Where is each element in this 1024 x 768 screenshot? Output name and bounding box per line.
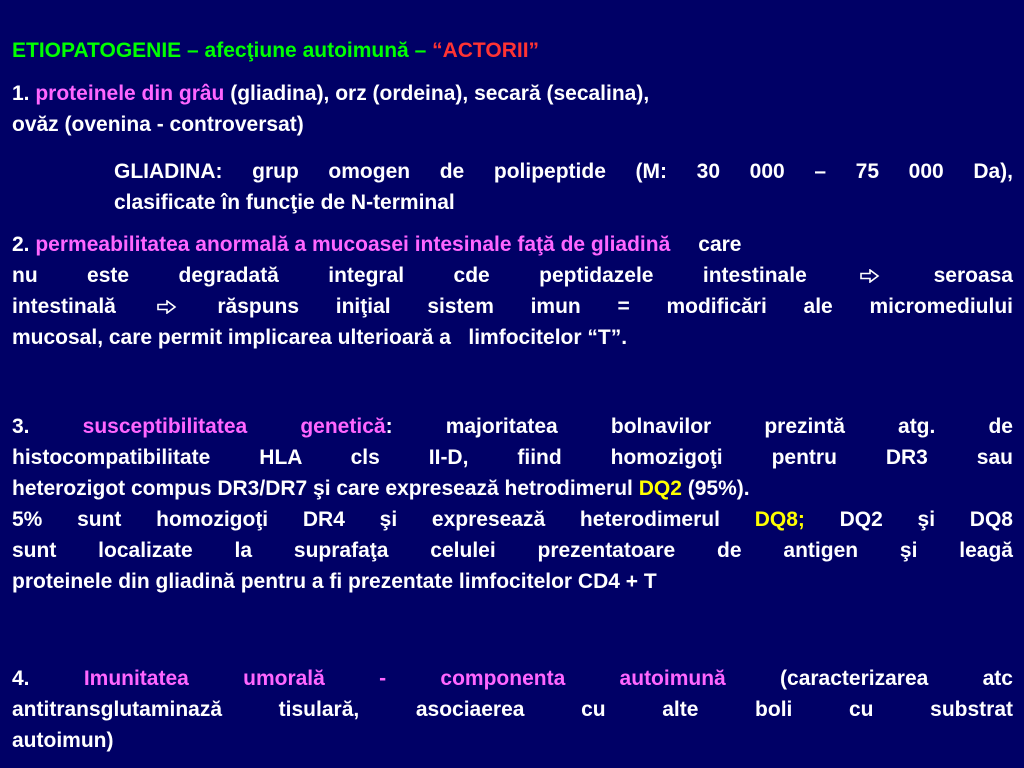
item-3-line-1 — [12, 411, 1013, 442]
item-2-line-1 — [12, 229, 1013, 260]
title-text: ETIOPATOGENIE – afecţiune autoimună – — [12, 39, 433, 62]
gliadina-line-2: clasificate în funcţie de N-terminal — [114, 191, 455, 214]
item-1-line-1-rest: (gliadina), orz (ordeina), secară (secalina), — [224, 82, 650, 105]
item-2 — [12, 229, 1013, 353]
item-2-number: 2. — [12, 233, 36, 256]
item-1 — [12, 78, 1013, 140]
item-2-line-2: nu este degradată integral cde peptidazele intestinale seroasa — [12, 264, 1013, 287]
item-1-line-2: ovăz (ovenina - controversat) — [12, 113, 304, 136]
item-3-line-5: sunt localizate la suprafaţa celulei prezentatoare de antigen şi leagă — [12, 539, 1013, 562]
item-1-number: 1. — [12, 82, 36, 105]
item-1-line-1 — [12, 78, 1013, 109]
item-3-line-1-rest: : majoritatea bolnavilor prezintă atg. de — [385, 415, 1013, 438]
item-4-line-3: autoimun) — [12, 729, 114, 752]
item-2-line-4: mucosal, care permit implicarea ulterioară a limfocitelor “T”. — [12, 326, 628, 349]
item-4 — [12, 663, 1013, 756]
dq8-label: DQ8; — [754, 508, 805, 531]
item-3 — [12, 411, 1013, 597]
item-2-line-3: intestinală răspuns iniţial sistem imun = modificări ale micromediului — [12, 295, 1013, 318]
slide-title — [12, 35, 1013, 66]
item-3-line-3: heterozigot compus DR3/DR7 şi care expresează hetrodimerul DQ2 (95%). — [12, 477, 750, 500]
item-2-highlight: permeabilitatea anormală a mucoasei intesinale faţă de gliadină — [35, 233, 671, 256]
title-accent: “ACTORII” — [432, 39, 540, 62]
arrow-right-icon — [157, 300, 177, 314]
item-4-line-2: antitransglutaminază tisulară, asociaerea cu alte boli cu substrat — [12, 698, 1013, 721]
item-1-highlight: proteinele din grâu — [35, 82, 225, 105]
item-3-highlight: susceptibilitatea genetică — [82, 415, 386, 438]
item-4-number: 4. — [12, 667, 84, 690]
dq2-label: DQ2 — [638, 477, 682, 500]
item-3-line-4: 5% sunt homozigoţi DR4 şi expresează heterodimerul DQ8; DQ2 şi DQ8 — [12, 508, 1013, 531]
gliadina-note — [114, 156, 1013, 218]
item-4-highlight-a: Imunitatea umorală - — [83, 667, 387, 690]
item-2-line-1-rest: care — [698, 233, 742, 256]
item-3-line-2: histocompatibilitate HLA cls II-D, fiind homozigoţi pentru DR3 sau — [12, 446, 1013, 469]
item-3-line-6: proteinele din gliadină pentru a fi prezentate limfocitelor CD4 + T — [12, 570, 657, 593]
item-3-number: 3. — [12, 415, 83, 438]
item-4-line-1 — [12, 663, 1013, 694]
item-4-highlight-b: componenta autoimună — [440, 667, 726, 690]
arrow-right-icon — [860, 269, 880, 283]
item-4-line-1-rest: (caracterizarea atc — [780, 667, 1013, 690]
gliadina-line-1: GLIADINA: grup omogen de polipeptide (M: 30 000 – 75 000 Da), — [114, 160, 1013, 183]
